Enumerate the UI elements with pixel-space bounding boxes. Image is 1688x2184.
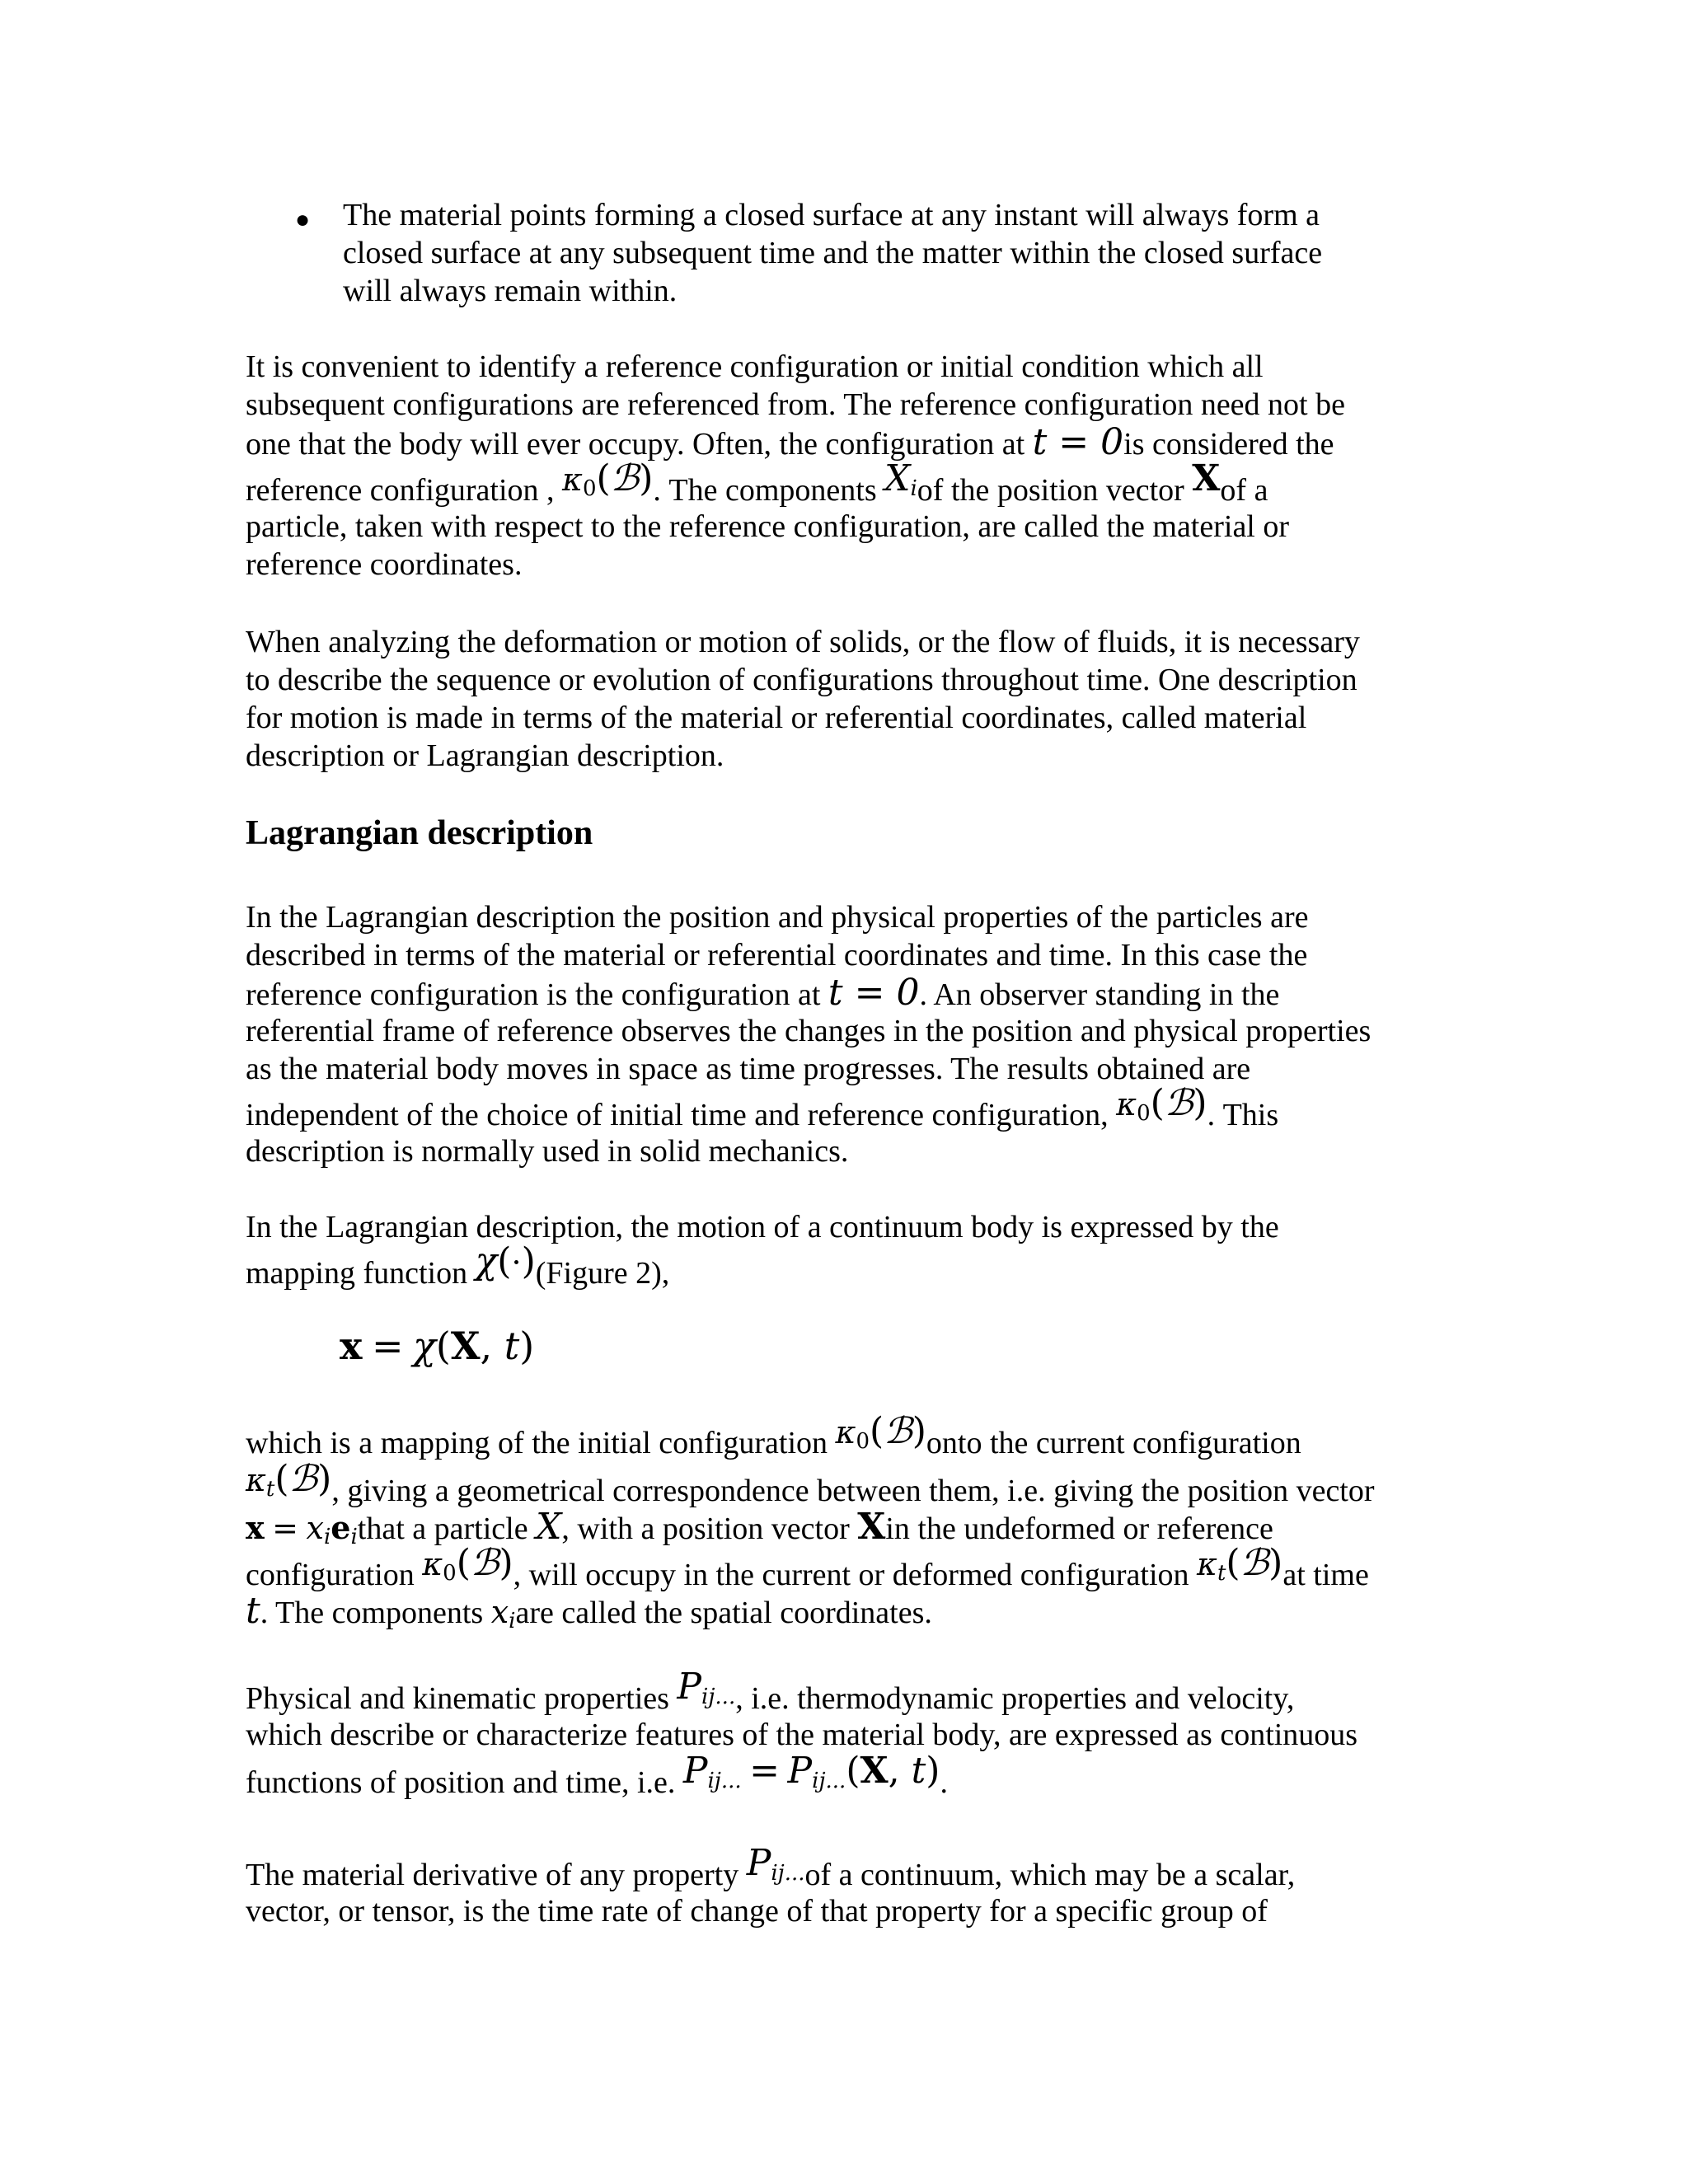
- math-X-bold: X: [860, 1750, 889, 1792]
- text-span: are called the spatial coordinates.: [515, 1596, 932, 1630]
- text-line: In the Lagrangian description, the motion of a continuum body is expressed by the: [246, 1210, 1279, 1244]
- math-P-ij: [746, 1842, 805, 1886]
- math-e-bold: e: [331, 1509, 351, 1546]
- text-line: described in terms of the material or referential coordinates and time. In this case the: [246, 938, 1308, 972]
- math-subscript: ij...: [701, 1685, 736, 1709]
- text-span: which is a mapping of the initial configuration: [246, 1426, 836, 1460]
- math-kappa: κ: [422, 1546, 443, 1582]
- math-X: X: [884, 457, 911, 499]
- math-x-bold: x: [340, 1324, 363, 1368]
- text-span: , giving a geometrical correspondence between them, i.e. giving the position vector: [331, 1474, 1375, 1508]
- math-body-B: ℬ: [610, 457, 640, 499]
- math-kappa0-B: $\kappa_0(ℬ)$: [835, 1410, 926, 1454]
- math-subscript: t: [265, 1477, 275, 1502]
- text-line: which describe or characterize features of the material body, are expressed as continuous: [246, 1718, 1358, 1752]
- math-kappa-t-B: $\kappa_t(ℬ)$: [1197, 1542, 1283, 1586]
- text-span: , will occupy in the current or deformed configuration: [513, 1558, 1198, 1592]
- math-equals: =: [749, 1750, 781, 1792]
- math-t: t: [911, 1750, 926, 1792]
- math-chi: χ: [412, 1324, 436, 1368]
- math-subscript: i: [323, 1525, 331, 1549]
- math-chi-dot: χ(·): [475, 1240, 536, 1282]
- math-body-B: ℬ: [1164, 1082, 1193, 1124]
- text-line: [246, 974, 1279, 1014]
- math-body-B: ℬ: [470, 1542, 499, 1584]
- text-span: reference configuration ,: [246, 473, 563, 508]
- math-P: P: [682, 1750, 708, 1792]
- math-P: P: [787, 1750, 813, 1792]
- text-line: to describe the sequence or evolution of configurations throughout time. One description: [246, 663, 1357, 697]
- text-span: functions of position and time, i.e.: [246, 1765, 683, 1800]
- math-x-bold: x: [246, 1509, 265, 1546]
- text-line: description is normally used in solid mechanics.: [246, 1134, 849, 1169]
- math-kappa: κ: [835, 1414, 856, 1451]
- math-kappa: κ: [1116, 1086, 1137, 1122]
- text-span: is considered the: [1123, 427, 1334, 462]
- text-span: The material derivative of any property: [246, 1858, 747, 1892]
- math-subscript: 0: [1137, 1101, 1151, 1126]
- text-span: (Figure 2),: [535, 1256, 670, 1291]
- text-line: [246, 1240, 670, 1292]
- math-P: P: [677, 1666, 702, 1708]
- text-line: [246, 1410, 1301, 1470]
- math-x: x: [490, 1594, 509, 1630]
- math-X-bold: X: [450, 1324, 481, 1368]
- math-t: t: [504, 1324, 520, 1368]
- math-X-bold: X: [1192, 457, 1221, 499]
- math-X-bold: X: [857, 1506, 886, 1548]
- math-subscript: i: [910, 476, 917, 501]
- math-kappa: κ: [562, 462, 583, 498]
- math-X-i: [884, 457, 917, 501]
- math-kappa: κ: [1197, 1546, 1217, 1582]
- math-body-B: ℬ: [1240, 1542, 1269, 1584]
- text-span: of a: [1220, 473, 1268, 508]
- text-span: , i.e. thermodynamic properties and velocity,: [735, 1681, 1295, 1716]
- math-body-B: ℬ: [884, 1410, 912, 1452]
- math-subscript: t: [1217, 1561, 1226, 1586]
- math-chi: χ: [475, 1240, 498, 1282]
- math-dot: ·: [511, 1244, 522, 1281]
- text-line: [246, 1750, 948, 1810]
- text-span: independent of the choice of initial time and reference configuration,: [246, 1098, 1117, 1132]
- text-span: .: [940, 1765, 948, 1800]
- math-kappa: κ: [246, 1462, 266, 1498]
- math-subscript: 0: [582, 476, 597, 501]
- text-line: The material points forming a closed surface at any instant will always form a: [343, 198, 1320, 232]
- text-span: . An observer standing in the: [919, 977, 1280, 1012]
- text-span: of a continuum, which may be a scalar,: [804, 1858, 1296, 1892]
- text-span: one that the body will ever occupy. Often, the configuration at: [246, 427, 1033, 462]
- text-line: will always remain within.: [343, 274, 678, 308]
- text-line: referential frame of reference observes the changes in the position and physical properties: [246, 1014, 1372, 1048]
- math-body-B: ℬ: [288, 1458, 318, 1500]
- text-line: reference coordinates.: [246, 547, 523, 582]
- text-line: [246, 1592, 932, 1640]
- text-span: . The components: [653, 473, 885, 508]
- math-subscript: 0: [856, 1429, 870, 1454]
- text-line: [246, 1508, 1273, 1556]
- text-line: subsequent configurations are referenced from. The reference configuration need not be: [246, 387, 1345, 422]
- mapping-equation: x = χ(X, t): [340, 1324, 535, 1368]
- math-x-eq-xi-ei: [246, 1509, 358, 1549]
- section-heading: Lagrangian description: [246, 814, 593, 852]
- math-x: x: [306, 1510, 324, 1546]
- bullet-icon: ●: [295, 206, 311, 233]
- text-line: In the Lagrangian description the position and physical properties of the particles are: [246, 900, 1309, 935]
- math-subscript: ij...: [812, 1769, 846, 1793]
- text-span: reference configuration is the configuration at: [246, 977, 828, 1012]
- text-span: Physical and kinematic properties: [246, 1681, 678, 1716]
- text-span: , with a position vector: [561, 1511, 858, 1546]
- text-span: onto the current configuration: [926, 1426, 1301, 1460]
- math-subscript: i: [509, 1609, 516, 1633]
- text-line: particle, taken with respect to the reference configuration, are called the material or: [246, 509, 1290, 544]
- text-line: as the material body moves in space as time progresses. The results obtained are: [246, 1052, 1251, 1086]
- math-P-ij: [677, 1666, 736, 1709]
- text-line: It is convenient to identify a reference configuration or initial condition which all: [246, 349, 1264, 384]
- text-span: of the position vector: [917, 473, 1193, 508]
- text-span: mapping function: [246, 1256, 476, 1291]
- math-subscript: ij...: [707, 1769, 742, 1793]
- math-P-equals-P-X-t: $P_{ij...} = P_{ij...}(X$, t): [682, 1750, 940, 1793]
- math-t: t: [246, 1590, 260, 1632]
- math-X: X: [536, 1506, 562, 1548]
- math-P: P: [746, 1842, 771, 1884]
- math-kappa0-B: $\kappa_0(ℬ)$: [422, 1542, 513, 1586]
- text-span: that a particle: [357, 1511, 537, 1546]
- math-kappa0-B: $\kappa_0(ℬ)$: [1116, 1082, 1207, 1126]
- text-span: . The components: [260, 1596, 491, 1630]
- math-kappa0-B: $\kappa_0(ℬ)$: [562, 457, 654, 501]
- text-line: When analyzing the deformation or motion of solids, or the flow of fluids, it is necessary: [246, 625, 1360, 659]
- text-line: closed surface at any subsequent time and the matter within the closed surface: [343, 236, 1323, 270]
- text-span: configuration: [246, 1558, 423, 1592]
- text-line: description or Lagrangian description.: [246, 738, 724, 773]
- math-subscript: 0: [443, 1561, 457, 1586]
- text-line: for motion is made in terms of the material or referential coordinates, called material: [246, 701, 1307, 735]
- math-subscript: i: [350, 1525, 358, 1549]
- text-span: at time: [1282, 1558, 1369, 1592]
- math-subscript: ij...: [771, 1861, 805, 1886]
- math-kappa-t-B: $\kappa_t(ℬ)$: [246, 1458, 332, 1502]
- math-t-equals-0: t = 0: [1032, 421, 1124, 463]
- math-equals: =: [371, 1324, 404, 1368]
- math-t-equals-0: t = 0: [828, 972, 920, 1014]
- text-line: [246, 421, 1334, 463]
- text-span: . This: [1207, 1098, 1279, 1132]
- text-line: vector, or tensor, is the time rate of change of that property for a specific group of: [246, 1894, 1268, 1929]
- text-span: in the undeformed or reference: [885, 1511, 1273, 1546]
- math-equals: =: [272, 1510, 298, 1546]
